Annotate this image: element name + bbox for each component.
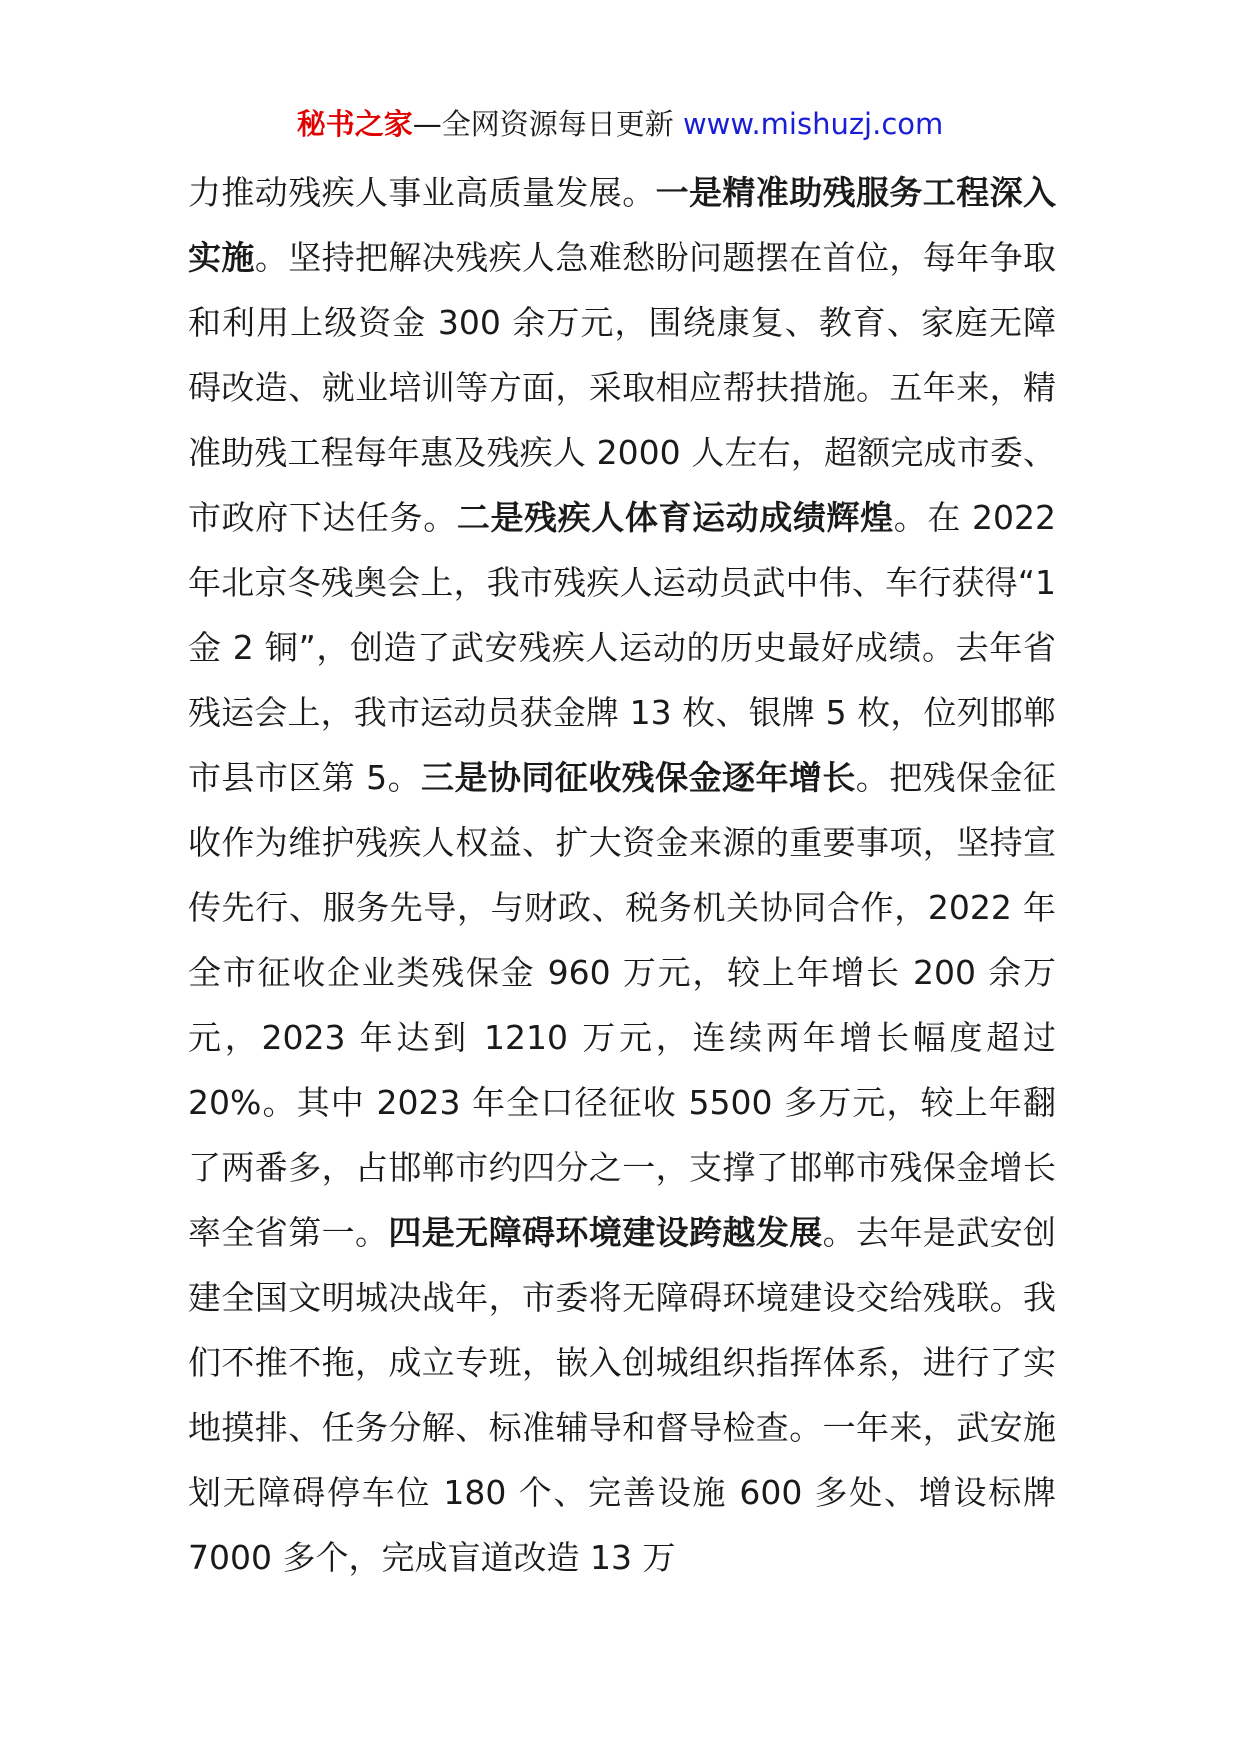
text-segment: 。坚持把解决残疾人急难愁盼问题摆在首位，每年争取和利用上级资金 300 余万元，围绕康复、教育、家庭无障碍改造、就业培训等方面，采取相应帮扶措施。五年来，精准助残工程每年惠及残疾人 2000 人左右，超额完成市委、市政府下达任务。 xyxy=(188,238,1057,537)
text-segment: 。在 2022 年北京冬残奥会上，我市残疾人运动员武中伟、车行获得“1 金 2 铜”，创造了武安残疾人运动的历史最好成绩。去年省残运会上，我市运动员获金牌 13 枚、银牌 5 枚，位列邯郸市县市区第 5。 xyxy=(188,498,1057,797)
bold-heading-4: 四是无障碍环境建设跨越发展 xyxy=(388,1213,823,1252)
text-segment: 。把残保金征收作为维护残疾人权益、扩大资金来源的重要事项，坚持宣传先行、服务先导，与财政、税务机关协同合作，2022 年全市征收企业类残保金 960 万元，较上年增长 200 余万元，2023 年达到 1210 万元，连续两年增长幅度超过 20%。其中 2023 年全口径征收 5500 多万元，较上年翻了两番多，占邯郸市约四分之一，支撑了邯郸市残保金增长率全省第一。 xyxy=(188,758,1056,1252)
text-segment: 。去年是武安创建全国文明城决战年，市委将无障碍环境建设交给残联。我们不推不拖，成立专班，嵌入创城组织指挥体系，进行了实地摸排、任务分解、标准辅导和督导检查。一年来，武安施划无障碍停车位 180 个、完善设施 600 多处、增设标牌 7000 多个，完成盲道改造 13 万 xyxy=(188,1213,1057,1577)
bold-heading-1: 一是精准助残服务工程深入实施 xyxy=(188,173,1057,277)
site-slogan: —全网资源每日更新 xyxy=(412,107,683,141)
bold-heading-3: 三是协同征收残保金逐年增长 xyxy=(421,758,856,797)
text-segment: 力推动残疾人事业高质量发展。 xyxy=(188,173,656,212)
bold-heading-2: 二是残疾人体育运动成绩辉煌 xyxy=(456,498,894,537)
body-paragraph xyxy=(188,160,1056,1590)
page-header xyxy=(0,104,1240,144)
site-brand: 秘书之家 xyxy=(296,107,413,141)
site-url-link[interactable]: www.mishuzj.com xyxy=(682,107,944,141)
